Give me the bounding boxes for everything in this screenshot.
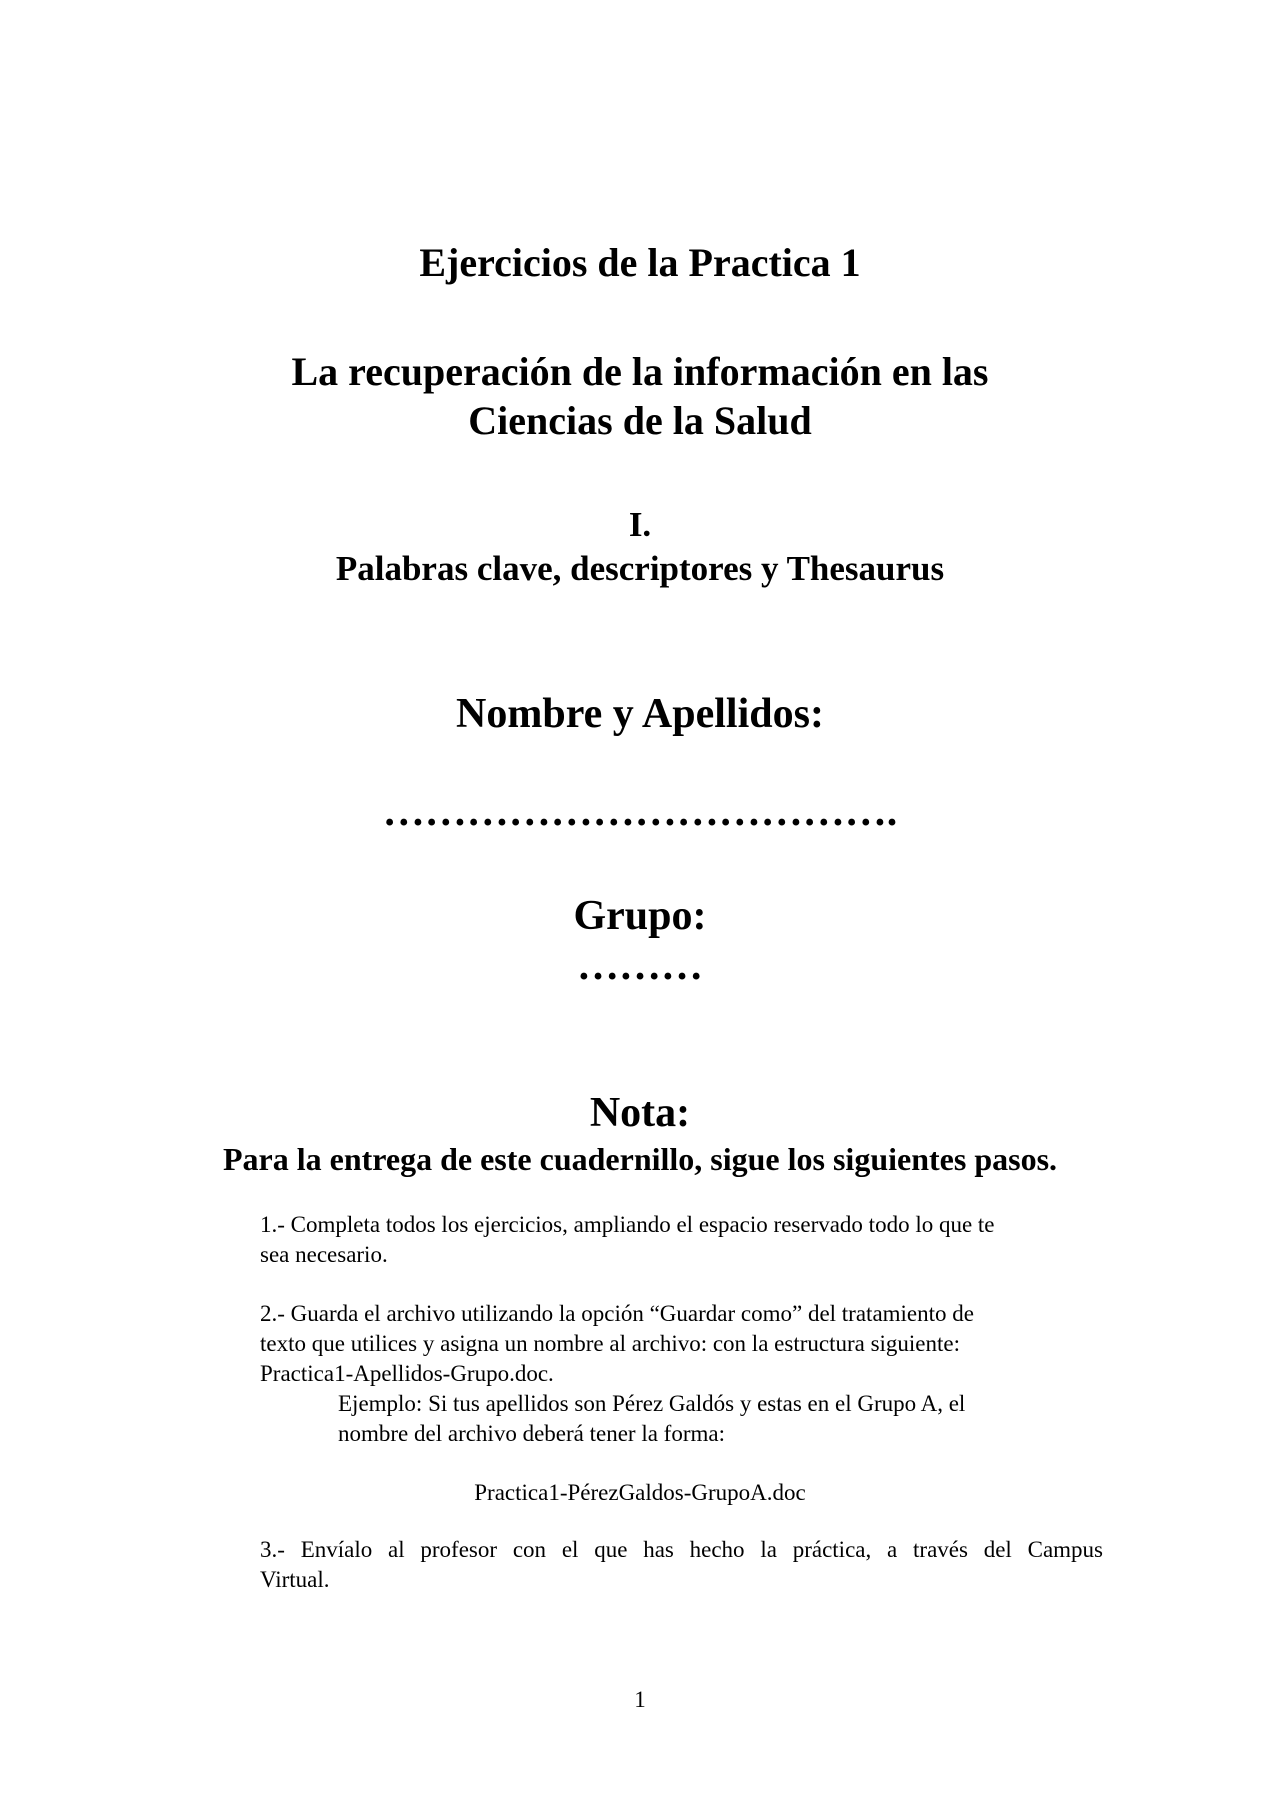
group-blank-line: ……… [577,943,703,989]
step-2-line-1: 2.- Guarda el archivo utilizando la opción “Guardar como” del tratamiento de [260,1301,974,1326]
example-filename: Practica1-PérezGaldos-GrupoA.doc [474,1480,806,1505]
step-1-line-1: 1.- Completa todos los ejercicios, ampliando el espacio reservado todo lo que te [260,1212,995,1237]
name-label: Nombre y Apellidos: [456,691,824,737]
step-3-line-1: 3.- Envíalo al profesor con el que has hecho la práctica, a través del Campus [260,1537,1103,1562]
step-1-line-2: sea necesario. [260,1242,388,1267]
step-2-line-3: Practica1-Apellidos-Grupo.doc. [260,1361,554,1386]
note-intro: Para la entrega de este cuadernillo, sigue los siguientes pasos. [222,1141,1058,1177]
step-1 [260,1210,1103,1270]
step-3 [260,1535,1103,1595]
note-heading: Nota: [589,1090,691,1136]
document-title: Ejercicios de la Practica 1 [419,240,861,285]
section-title: Palabras clave, descriptores y Thesaurus [335,549,945,588]
step-3-line-2: Virtual. [260,1567,330,1592]
page-number: 1 [634,1687,646,1712]
group-label: Grupo: [573,893,707,939]
example-line-2: nombre del archivo deberá tener la forma: [338,1421,725,1446]
document-subtitle-line1: La recuperación de la información en las [291,349,989,394]
step-2-line-2: texto que utilices y asigna un nombre al archivo: con la estructura siguiente: [260,1331,961,1356]
example-line-1: Ejemplo: Si tus apellidos son Pérez Galdós y estas en el Grupo A, el [338,1391,966,1416]
name-blank-line: ………………………………. [382,789,898,835]
document-subtitle-line2: Ciencias de la Salud [468,398,812,443]
section-number: I. [628,505,652,544]
step-2 [260,1299,1103,1449]
